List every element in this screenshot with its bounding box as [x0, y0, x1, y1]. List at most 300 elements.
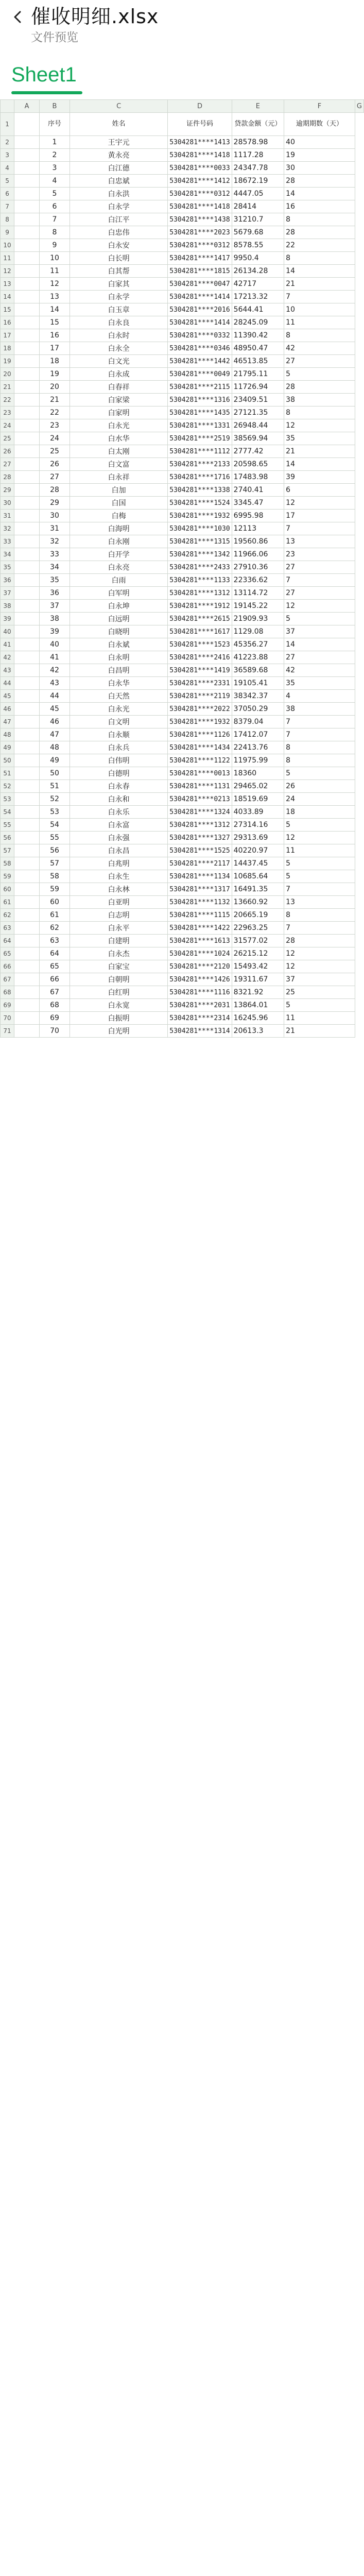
overdue-days-cell[interactable]: 14 — [284, 638, 355, 651]
amount-cell[interactable]: 24347.78 — [232, 162, 284, 175]
id-number-cell[interactable]: 5304281****1131 — [168, 780, 232, 793]
overdue-days-cell[interactable]: 27 — [284, 355, 355, 368]
row-number[interactable]: 61 — [1, 896, 14, 909]
row-number[interactable]: 29 — [1, 484, 14, 497]
id-number-cell[interactable]: 5304281****1422 — [168, 922, 232, 935]
empty-cell[interactable] — [14, 870, 40, 883]
id-number-cell[interactable]: 5304281****2115 — [168, 381, 232, 394]
id-number-cell[interactable]: 5304281****1414 — [168, 291, 232, 303]
overdue-days-cell[interactable]: 7 — [284, 922, 355, 935]
empty-cell[interactable] — [14, 844, 40, 857]
name-cell[interactable]: 白永林 — [70, 883, 167, 896]
name-cell[interactable]: 白忠斌 — [70, 175, 167, 188]
seq-cell[interactable]: 15 — [40, 316, 70, 329]
row-number[interactable]: 25 — [1, 432, 14, 445]
amount-cell[interactable]: 31577.02 — [232, 935, 284, 947]
amount-cell[interactable]: 40220.97 — [232, 844, 284, 857]
name-cell[interactable]: 白光明 — [70, 1025, 167, 1038]
row-number[interactable]: 37 — [1, 587, 14, 600]
id-number-cell[interactable]: 5304281****2519 — [168, 432, 232, 445]
empty-cell[interactable] — [14, 728, 40, 741]
id-number-cell[interactable]: 5304281****1418 — [168, 149, 232, 162]
id-number-cell[interactable]: 5304281****1442 — [168, 355, 232, 368]
row-number[interactable]: 41 — [1, 638, 14, 651]
empty-cell[interactable] — [14, 342, 40, 355]
row-number[interactable]: 67 — [1, 973, 14, 986]
id-number-cell[interactable]: 5304281****1312 — [168, 587, 232, 600]
seq-cell[interactable]: 69 — [40, 1012, 70, 1025]
id-number-cell[interactable]: 5304281****0033 — [168, 162, 232, 175]
row-number[interactable]: 49 — [1, 741, 14, 754]
name-cell[interactable]: 白晓明 — [70, 625, 167, 638]
row-number[interactable]: 70 — [1, 1012, 14, 1025]
row-number[interactable]: 9 — [1, 226, 14, 239]
row-number[interactable]: 53 — [1, 793, 14, 806]
row-number[interactable]: 54 — [1, 806, 14, 819]
overdue-days-cell[interactable]: 17 — [284, 510, 355, 522]
seq-cell[interactable]: 42 — [40, 664, 70, 677]
amount-cell[interactable]: 1129.08 — [232, 625, 284, 638]
name-cell[interactable]: 白长明 — [70, 252, 167, 265]
id-number-cell[interactable]: 5304281****1331 — [168, 419, 232, 432]
amount-cell[interactable]: 21795.11 — [232, 368, 284, 381]
amount-cell[interactable]: 26948.44 — [232, 419, 284, 432]
empty-cell[interactable] — [14, 406, 40, 419]
overdue-days-cell[interactable]: 12 — [284, 947, 355, 960]
overdue-days-cell[interactable]: 7 — [284, 883, 355, 896]
name-cell[interactable]: 白永刚 — [70, 535, 167, 548]
id-number-cell[interactable]: 5304281****1024 — [168, 947, 232, 960]
overdue-days-cell[interactable]: 5 — [284, 870, 355, 883]
seq-cell[interactable]: 37 — [40, 600, 70, 613]
amount-cell[interactable]: 17483.98 — [232, 471, 284, 484]
row-number[interactable]: 60 — [1, 883, 14, 896]
overdue-days-cell[interactable]: 13 — [284, 535, 355, 548]
seq-cell[interactable]: 10 — [40, 252, 70, 265]
seq-cell[interactable]: 61 — [40, 909, 70, 922]
name-cell[interactable]: 白开学 — [70, 548, 167, 561]
overdue-days-cell[interactable]: 39 — [284, 471, 355, 484]
overdue-days-cell[interactable]: 28 — [284, 175, 355, 188]
amount-cell[interactable]: 22963.25 — [232, 922, 284, 935]
overdue-days-cell[interactable]: 8 — [284, 406, 355, 419]
row-number[interactable]: 35 — [1, 561, 14, 574]
seq-cell[interactable]: 44 — [40, 690, 70, 703]
seq-cell[interactable]: 19 — [40, 368, 70, 381]
overdue-days-cell[interactable]: 12 — [284, 419, 355, 432]
overdue-days-cell[interactable]: 10 — [284, 303, 355, 316]
empty-cell[interactable] — [14, 613, 40, 625]
overdue-days-cell[interactable]: 7 — [284, 522, 355, 535]
overdue-days-cell[interactable]: 28 — [284, 381, 355, 394]
overdue-days-cell[interactable]: 7 — [284, 716, 355, 728]
row-number[interactable]: 69 — [1, 999, 14, 1012]
name-cell[interactable]: 王宇元 — [70, 136, 167, 149]
amount-cell[interactable]: 1117.28 — [232, 149, 284, 162]
empty-cell[interactable] — [14, 909, 40, 922]
row-number[interactable]: 2 — [1, 136, 14, 149]
overdue-days-cell[interactable]: 5 — [284, 613, 355, 625]
empty-cell[interactable] — [14, 445, 40, 458]
name-cell[interactable]: 白建明 — [70, 935, 167, 947]
empty-cell[interactable] — [14, 819, 40, 832]
amount-cell[interactable]: 29313.69 — [232, 832, 284, 844]
overdue-days-cell[interactable]: 24 — [284, 793, 355, 806]
id-number-cell[interactable]: 5304281****1312 — [168, 819, 232, 832]
overdue-days-cell[interactable]: 8 — [284, 213, 355, 226]
amount-cell[interactable]: 8578.55 — [232, 239, 284, 252]
row-number[interactable]: 22 — [1, 394, 14, 406]
name-cell[interactable]: 白文光 — [70, 355, 167, 368]
seq-cell[interactable]: 64 — [40, 947, 70, 960]
row-number[interactable]: 4 — [1, 162, 14, 175]
seq-cell[interactable]: 12 — [40, 278, 70, 291]
amount-cell[interactable]: 13660.92 — [232, 896, 284, 909]
name-cell[interactable]: 白永华 — [70, 677, 167, 690]
row-number[interactable]: 63 — [1, 922, 14, 935]
id-number-cell[interactable]: 5304281****2016 — [168, 303, 232, 316]
name-cell[interactable]: 白永生 — [70, 870, 167, 883]
row-number[interactable]: 26 — [1, 445, 14, 458]
amount-cell[interactable]: 16245.96 — [232, 1012, 284, 1025]
row-number[interactable]: 8 — [1, 213, 14, 226]
amount-cell[interactable]: 27121.35 — [232, 406, 284, 419]
amount-cell[interactable]: 29465.02 — [232, 780, 284, 793]
row-number[interactable]: 34 — [1, 548, 14, 561]
amount-cell[interactable]: 19145.22 — [232, 600, 284, 613]
seq-cell[interactable]: 65 — [40, 960, 70, 973]
amount-cell[interactable]: 16491.35 — [232, 883, 284, 896]
overdue-days-cell[interactable]: 21 — [284, 278, 355, 291]
spreadsheet-grid[interactable] — [0, 99, 364, 2576]
seq-cell[interactable]: 59 — [40, 883, 70, 896]
overdue-days-cell[interactable]: 21 — [284, 1025, 355, 1038]
row-number[interactable]: 59 — [1, 870, 14, 883]
row-number[interactable]: 42 — [1, 651, 14, 664]
name-cell[interactable]: 白永坤 — [70, 600, 167, 613]
seq-cell[interactable]: 27 — [40, 471, 70, 484]
amount-cell[interactable]: 5679.68 — [232, 226, 284, 239]
name-cell[interactable]: 白永光 — [70, 703, 167, 716]
overdue-days-cell[interactable]: 37 — [284, 973, 355, 986]
seq-cell[interactable]: 43 — [40, 677, 70, 690]
amount-cell[interactable]: 36589.68 — [232, 664, 284, 677]
row-number[interactable]: 32 — [1, 522, 14, 535]
overdue-days-cell[interactable]: 5 — [284, 857, 355, 870]
amount-cell[interactable]: 37050.29 — [232, 703, 284, 716]
name-cell[interactable]: 白江德 — [70, 162, 167, 175]
header-cell[interactable]: 序号 — [40, 113, 70, 136]
seq-cell[interactable]: 5 — [40, 188, 70, 200]
amount-cell[interactable]: 10685.64 — [232, 870, 284, 883]
empty-cell[interactable] — [14, 239, 40, 252]
seq-cell[interactable]: 18 — [40, 355, 70, 368]
id-number-cell[interactable]: 5304281****1435 — [168, 406, 232, 419]
seq-cell[interactable]: 60 — [40, 896, 70, 909]
name-cell[interactable]: 白永和 — [70, 793, 167, 806]
seq-cell[interactable]: 17 — [40, 342, 70, 355]
empty-cell[interactable] — [14, 600, 40, 613]
name-cell[interactable]: 白亚明 — [70, 896, 167, 909]
seq-cell[interactable]: 41 — [40, 651, 70, 664]
empty-cell[interactable] — [14, 896, 40, 909]
overdue-days-cell[interactable]: 12 — [284, 600, 355, 613]
empty-cell[interactable] — [14, 316, 40, 329]
empty-cell[interactable] — [14, 986, 40, 999]
id-number-cell[interactable]: 5304281****0047 — [168, 278, 232, 291]
id-number-cell[interactable]: 5304281****1134 — [168, 870, 232, 883]
id-number-cell[interactable]: 5304281****1030 — [168, 522, 232, 535]
empty-cell[interactable] — [14, 1012, 40, 1025]
id-number-cell[interactable]: 5304281****1523 — [168, 638, 232, 651]
id-number-cell[interactable]: 5304281****2314 — [168, 1012, 232, 1025]
row-number[interactable]: 14 — [1, 291, 14, 303]
row-number[interactable]: 55 — [1, 819, 14, 832]
seq-cell[interactable]: 9 — [40, 239, 70, 252]
name-cell[interactable]: 白太刚 — [70, 445, 167, 458]
id-number-cell[interactable]: 5304281****1112 — [168, 445, 232, 458]
seq-cell[interactable]: 33 — [40, 548, 70, 561]
header-cell[interactable]: 姓名 — [70, 113, 167, 136]
row-number[interactable]: 57 — [1, 844, 14, 857]
column-header[interactable]: G — [355, 100, 363, 113]
id-number-cell[interactable]: 5304281****0013 — [168, 767, 232, 780]
id-number-cell[interactable]: 5304281****2023 — [168, 226, 232, 239]
amount-cell[interactable]: 3345.47 — [232, 497, 284, 510]
amount-cell[interactable]: 23409.51 — [232, 394, 284, 406]
seq-cell[interactable]: 32 — [40, 535, 70, 548]
id-number-cell[interactable]: 5304281****1617 — [168, 625, 232, 638]
amount-cell[interactable]: 38342.37 — [232, 690, 284, 703]
row-number[interactable]: 36 — [1, 574, 14, 587]
name-cell[interactable]: 白朝明 — [70, 973, 167, 986]
seq-cell[interactable]: 4 — [40, 175, 70, 188]
amount-cell[interactable]: 21909.93 — [232, 613, 284, 625]
amount-cell[interactable]: 4033.89 — [232, 806, 284, 819]
amount-cell[interactable]: 18672.19 — [232, 175, 284, 188]
overdue-days-cell[interactable]: 8 — [284, 741, 355, 754]
id-number-cell[interactable]: 5304281****1413 — [168, 136, 232, 149]
id-number-cell[interactable]: 5304281****0213 — [168, 793, 232, 806]
empty-cell[interactable] — [14, 381, 40, 394]
name-cell[interactable]: 白雨 — [70, 574, 167, 587]
name-cell[interactable]: 白永祥 — [70, 471, 167, 484]
empty-cell[interactable] — [14, 497, 40, 510]
overdue-days-cell[interactable]: 8 — [284, 329, 355, 342]
name-cell[interactable]: 白永学 — [70, 291, 167, 303]
name-cell[interactable]: 白永乐 — [70, 806, 167, 819]
empty-cell[interactable] — [14, 368, 40, 381]
empty-cell[interactable] — [14, 548, 40, 561]
empty-cell[interactable] — [14, 252, 40, 265]
id-number-cell[interactable]: 5304281****1438 — [168, 213, 232, 226]
row-number[interactable]: 33 — [1, 535, 14, 548]
empty-cell[interactable] — [14, 832, 40, 844]
id-number-cell[interactable]: 5304281****1419 — [168, 664, 232, 677]
name-cell[interactable]: 白远明 — [70, 613, 167, 625]
amount-cell[interactable]: 11390.42 — [232, 329, 284, 342]
row-number[interactable]: 56 — [1, 832, 14, 844]
empty-cell[interactable] — [14, 484, 40, 497]
seq-cell[interactable]: 2 — [40, 149, 70, 162]
name-cell[interactable]: 白红明 — [70, 986, 167, 999]
row-number[interactable]: 6 — [1, 188, 14, 200]
name-cell[interactable]: 白永时 — [70, 329, 167, 342]
seq-cell[interactable]: 30 — [40, 510, 70, 522]
id-number-cell[interactable]: 5304281****1716 — [168, 471, 232, 484]
id-number-cell[interactable]: 5304281****1122 — [168, 754, 232, 767]
seq-cell[interactable]: 16 — [40, 329, 70, 342]
id-number-cell[interactable]: 5304281****0312 — [168, 239, 232, 252]
empty-cell[interactable] — [14, 793, 40, 806]
id-number-cell[interactable]: 5304281****0312 — [168, 188, 232, 200]
amount-cell[interactable]: 28245.09 — [232, 316, 284, 329]
overdue-days-cell[interactable]: 8 — [284, 909, 355, 922]
amount-cell[interactable]: 18360 — [232, 767, 284, 780]
name-cell[interactable]: 白永良 — [70, 316, 167, 329]
header-cell[interactable]: 贷款金额（元） — [232, 113, 284, 136]
empty-cell[interactable] — [14, 329, 40, 342]
empty-cell[interactable] — [14, 741, 40, 754]
name-cell[interactable]: 黄永亮 — [70, 149, 167, 162]
name-cell[interactable]: 白梅 — [70, 510, 167, 522]
id-number-cell[interactable]: 5304281****1324 — [168, 806, 232, 819]
name-cell[interactable]: 白永杰 — [70, 947, 167, 960]
amount-cell[interactable]: 11726.94 — [232, 381, 284, 394]
amount-cell[interactable]: 15493.42 — [232, 960, 284, 973]
empty-cell[interactable] — [14, 355, 40, 368]
empty-cell[interactable] — [14, 703, 40, 716]
amount-cell[interactable]: 9950.4 — [232, 252, 284, 265]
amount-cell[interactable]: 42717 — [232, 278, 284, 291]
row-number[interactable]: 10 — [1, 239, 14, 252]
name-cell[interactable]: 白永洪 — [70, 188, 167, 200]
amount-cell[interactable]: 27910.36 — [232, 561, 284, 574]
name-cell[interactable]: 白军明 — [70, 587, 167, 600]
name-cell[interactable]: 白振明 — [70, 1012, 167, 1025]
amount-cell[interactable]: 19311.67 — [232, 973, 284, 986]
name-cell[interactable]: 白伟明 — [70, 754, 167, 767]
row-number[interactable]: 43 — [1, 664, 14, 677]
id-number-cell[interactable]: 5304281****1932 — [168, 716, 232, 728]
id-number-cell[interactable]: 5304281****2120 — [168, 960, 232, 973]
name-cell[interactable]: 白加 — [70, 484, 167, 497]
seq-cell[interactable]: 22 — [40, 406, 70, 419]
row-number[interactable]: 47 — [1, 716, 14, 728]
empty-cell[interactable] — [14, 291, 40, 303]
row-number[interactable]: 24 — [1, 419, 14, 432]
overdue-days-cell[interactable]: 12 — [284, 832, 355, 844]
seq-cell[interactable]: 40 — [40, 638, 70, 651]
id-number-cell[interactable]: 5304281****1315 — [168, 535, 232, 548]
overdue-days-cell[interactable]: 6 — [284, 484, 355, 497]
empty-cell[interactable] — [14, 175, 40, 188]
amount-cell[interactable]: 20665.19 — [232, 909, 284, 922]
row-number[interactable]: 3 — [1, 149, 14, 162]
empty-cell[interactable] — [14, 303, 40, 316]
row-number[interactable]: 68 — [1, 986, 14, 999]
id-number-cell[interactable]: 5304281****1815 — [168, 265, 232, 278]
overdue-days-cell[interactable]: 27 — [284, 561, 355, 574]
seq-cell[interactable]: 20 — [40, 381, 70, 394]
overdue-days-cell[interactable]: 14 — [284, 458, 355, 471]
overdue-days-cell[interactable]: 7 — [284, 291, 355, 303]
amount-cell[interactable]: 20613.3 — [232, 1025, 284, 1038]
overdue-days-cell[interactable]: 5 — [284, 368, 355, 381]
empty-cell[interactable] — [14, 136, 40, 149]
empty-cell[interactable] — [14, 651, 40, 664]
name-cell[interactable]: 白其帮 — [70, 265, 167, 278]
empty-cell[interactable] — [14, 767, 40, 780]
id-number-cell[interactable]: 5304281****1912 — [168, 600, 232, 613]
seq-cell[interactable]: 62 — [40, 922, 70, 935]
amount-cell[interactable]: 19105.41 — [232, 677, 284, 690]
seq-cell[interactable]: 70 — [40, 1025, 70, 1038]
overdue-days-cell[interactable]: 42 — [284, 664, 355, 677]
amount-cell[interactable]: 14437.45 — [232, 857, 284, 870]
empty-cell[interactable] — [14, 716, 40, 728]
overdue-days-cell[interactable]: 5 — [284, 819, 355, 832]
overdue-days-cell[interactable]: 38 — [284, 703, 355, 716]
id-number-cell[interactable]: 5304281****0346 — [168, 342, 232, 355]
overdue-days-cell[interactable]: 18 — [284, 806, 355, 819]
amount-cell[interactable]: 2777.42 — [232, 445, 284, 458]
empty-cell[interactable] — [14, 780, 40, 793]
name-cell[interactable]: 白永兵 — [70, 741, 167, 754]
seq-cell[interactable]: 31 — [40, 522, 70, 535]
seq-cell[interactable]: 3 — [40, 162, 70, 175]
amount-cell[interactable]: 8379.04 — [232, 716, 284, 728]
seq-cell[interactable]: 21 — [40, 394, 70, 406]
seq-cell[interactable]: 1 — [40, 136, 70, 149]
header-cell[interactable]: 逾期期数（天） — [284, 113, 355, 136]
name-cell[interactable]: 白文富 — [70, 458, 167, 471]
id-number-cell[interactable]: 5304281****2331 — [168, 677, 232, 690]
empty-cell[interactable] — [14, 574, 40, 587]
name-cell[interactable]: 白家宝 — [70, 960, 167, 973]
empty-cell[interactable] — [14, 690, 40, 703]
name-cell[interactable]: 白永昌 — [70, 844, 167, 857]
row-number[interactable]: 65 — [1, 947, 14, 960]
row-number[interactable]: 62 — [1, 909, 14, 922]
name-cell[interactable]: 白永宽 — [70, 999, 167, 1012]
row-number[interactable]: 45 — [1, 690, 14, 703]
row-number[interactable]: 13 — [1, 278, 14, 291]
overdue-days-cell[interactable]: 14 — [284, 265, 355, 278]
seq-cell[interactable]: 49 — [40, 754, 70, 767]
column-header[interactable]: E — [232, 100, 284, 113]
name-cell[interactable]: 白江平 — [70, 213, 167, 226]
seq-cell[interactable]: 13 — [40, 291, 70, 303]
row-number[interactable]: 71 — [1, 1025, 14, 1038]
overdue-days-cell[interactable]: 38 — [284, 394, 355, 406]
seq-cell[interactable]: 8 — [40, 226, 70, 239]
overdue-days-cell[interactable]: 22 — [284, 239, 355, 252]
id-number-cell[interactable]: 5304281****2031 — [168, 999, 232, 1012]
amount-cell[interactable]: 19560.86 — [232, 535, 284, 548]
overdue-days-cell[interactable]: 13 — [284, 896, 355, 909]
empty-cell[interactable] — [14, 522, 40, 535]
id-number-cell[interactable]: 5304281****1317 — [168, 883, 232, 896]
seq-cell[interactable]: 51 — [40, 780, 70, 793]
name-cell[interactable]: 白永明 — [70, 651, 167, 664]
overdue-days-cell[interactable]: 11 — [284, 316, 355, 329]
empty-cell[interactable] — [14, 265, 40, 278]
row-number[interactable]: 27 — [1, 458, 14, 471]
name-cell[interactable]: 白永安 — [70, 239, 167, 252]
seq-cell[interactable]: 46 — [40, 716, 70, 728]
row-number[interactable]: 12 — [1, 265, 14, 278]
